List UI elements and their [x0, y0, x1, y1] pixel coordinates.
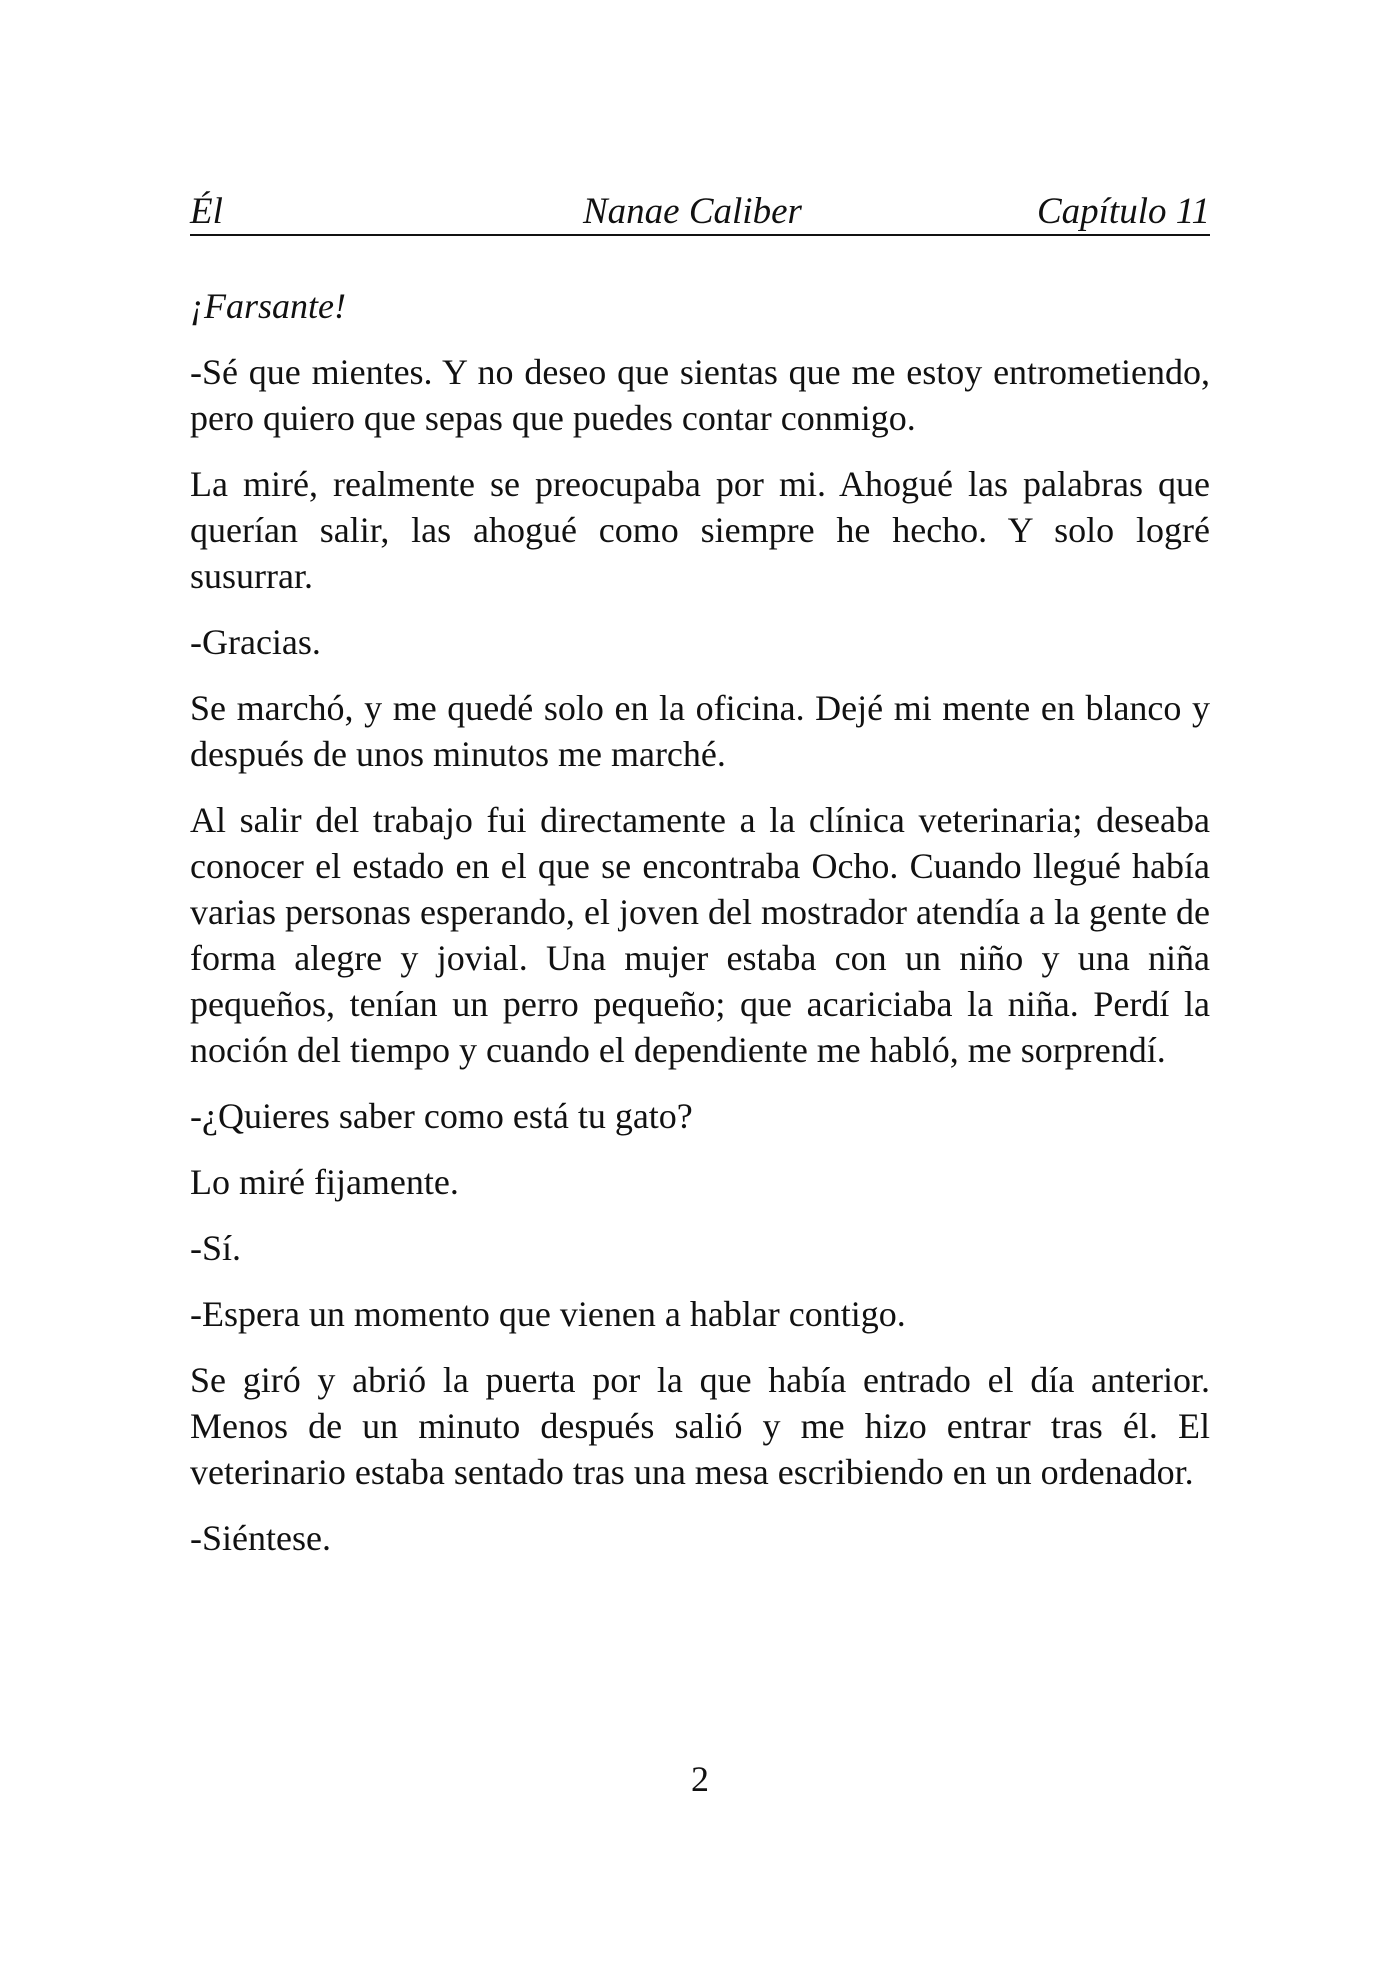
paragraph: -Siéntese. — [190, 1518, 331, 1558]
paragraph: Se marchó, y me quedé solo en la oficina. Dejé mi mente en blanco y después de unos minutos me marché. — [190, 688, 1210, 774]
page-number: 2 — [691, 1759, 709, 1799]
header-book-title: Él — [190, 191, 223, 232]
header-chapter: Capítulo 11 — [1036, 191, 1210, 232]
paragraph: -Sí. — [190, 1228, 242, 1268]
paragraph: Lo miré fijamente. — [190, 1162, 459, 1202]
paragraph: La miré, realmente se preocupaba por mi. Ahogué las palabras que querían salir, las ahogué como siempre he hecho. Y solo logré susurrar. — [190, 464, 1210, 596]
paragraph: Al salir del trabajo fui directamente a la clínica veterinaria; deseaba conocer el estado en el que se encontraba Ocho. Cuando llegué había varias personas esperando, el joven del mostrador atendía a la gente de forma alegre y jovial. Una mujer estaba con un niño y una niña pequeños, tenían un perro pequeño; que acariciaba la niña. Perdí la noción del tiempo y cuando el dependiente me habló, me sorprendí. — [190, 800, 1210, 1070]
body-text — [190, 283, 1210, 1581]
paragraph: Se giró y abrió la puerta por la que había entrado el día anterior. Menos de un minuto después salió y me hizo entrar tras él. El veterinario estaba sentado tras una mesa escribiendo en un ordenador. — [190, 1360, 1210, 1492]
paragraph: -¿Quieres saber como está tu gato? — [190, 1096, 693, 1136]
paragraph: -Espera un momento que vienen a hablar contigo. — [190, 1294, 906, 1334]
header-author: Nanae Caliber — [583, 191, 802, 232]
running-header — [190, 190, 1210, 236]
paragraph: -Sé que mientes. Y no deseo que sientas que me estoy entrometiendo, pero quiero que sepas que puedes contar conmigo. — [190, 352, 1210, 438]
paragraph: ¡Farsante! — [190, 286, 346, 326]
paragraph: -Gracias. — [190, 622, 321, 662]
